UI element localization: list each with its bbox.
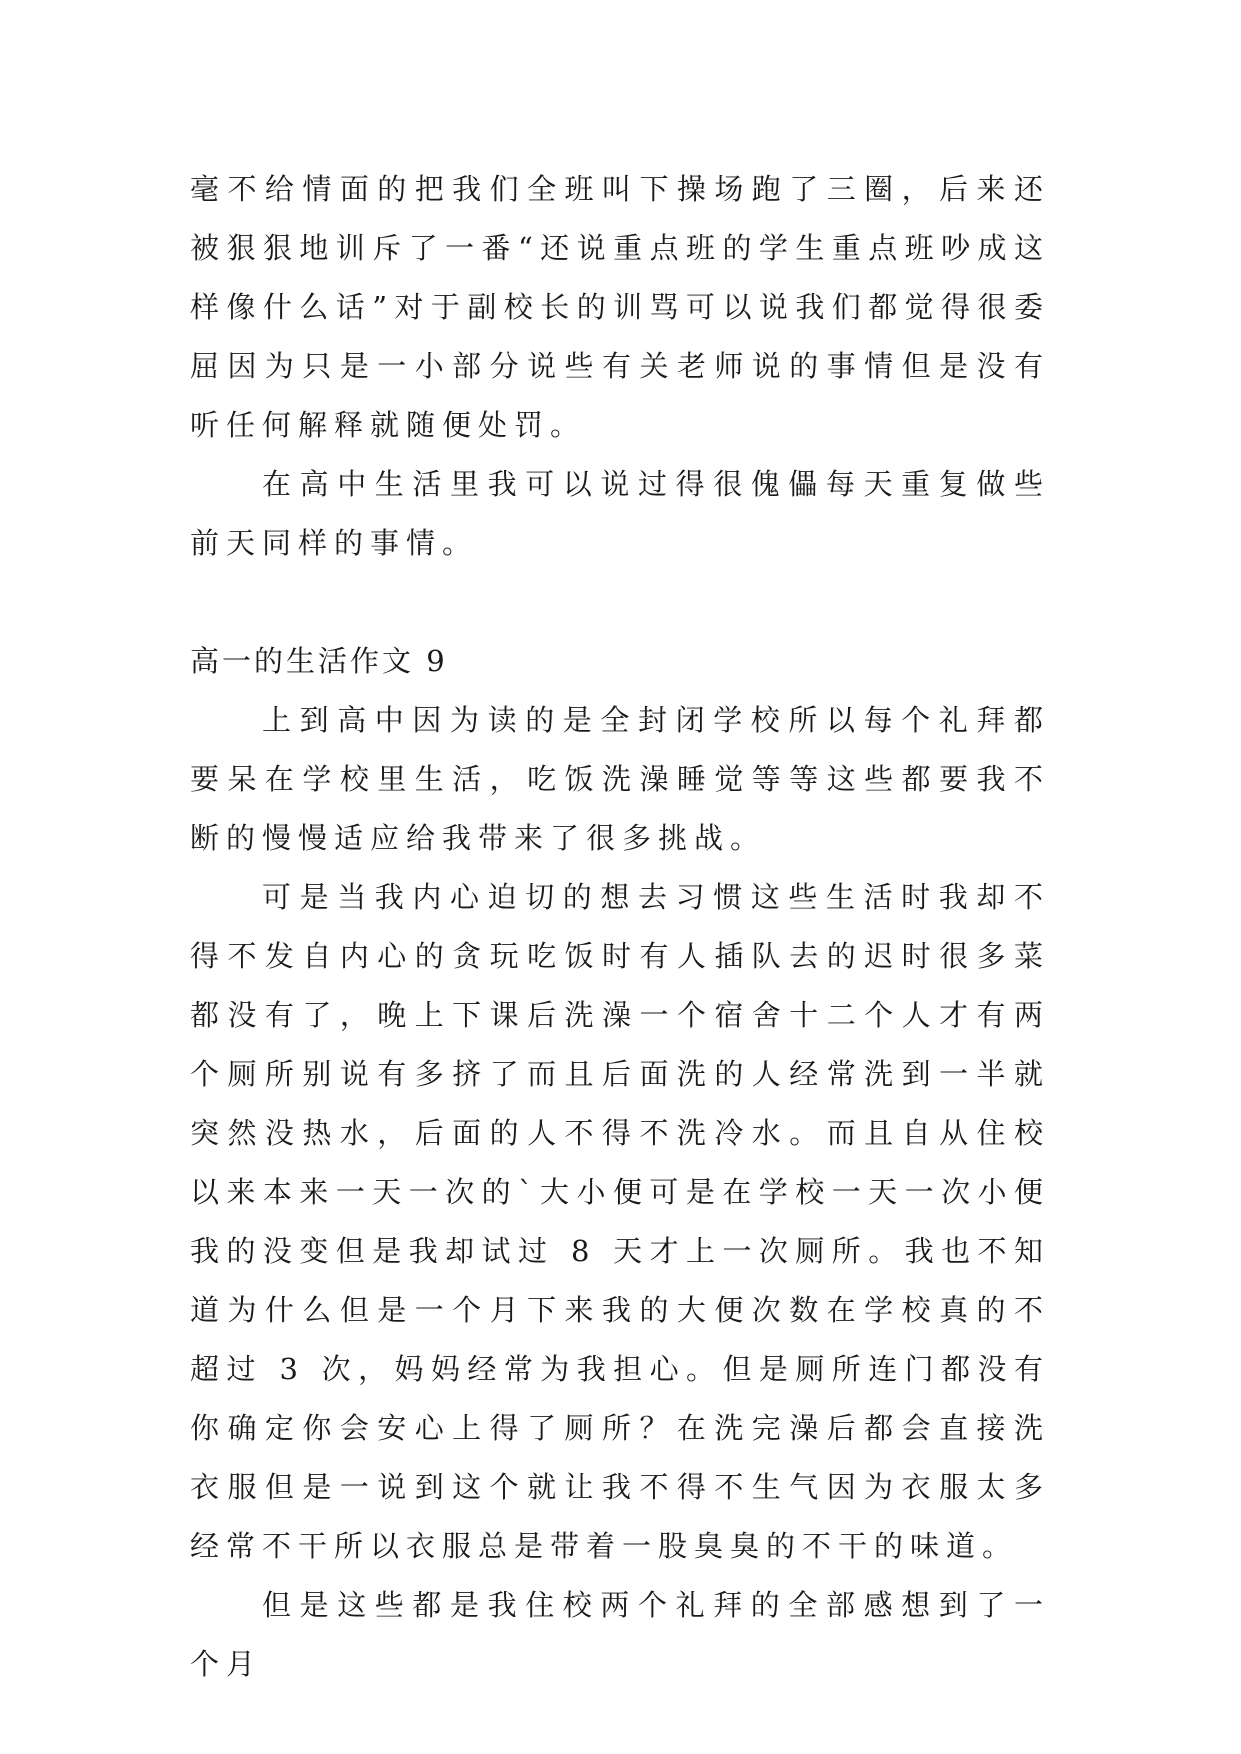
paragraph: 在高中生活里我可以说过得很傀儡每天重复做些前天同样的事情。 (190, 467, 1050, 560)
paragraph: 可是当我内心迫切的想去习惯这些生活时我却不得不发自内心的贪玩吃饭时有人插队去的迟时很多菜都没有了，晚上下课后洗澡一个宿舍十二个人才有两个厕所别说有多挤了而且后面洗的人经常洗到一半就突然没热水，后面的人不得不洗冷水。而且自从住校以来本来一天一次的`大小便可是在学校一天一次小便我的没变但是我却试过 8 天才上一次厕所。我也不知道为什么但是一个月下来我的大便次数在学校真的不超过 3 次，妈妈经常为我担心。但是厕所连门都没有你确定你会安心上得了厕所？在洗完澡后都会直接洗衣服但是一说到这个就让我不得不生气因为衣服太多经常不干所以衣服总是带着一股臭臭的不干的味道。 (190, 880, 1050, 1563)
paragraph: 上到高中因为读的是全封闭学校所以每个礼拜都要呆在学校里生活，吃饭洗澡睡觉等等这些都要我不断的慢慢适应给我带来了很多挑战。 (190, 703, 1050, 855)
paragraph-truncated: 但是这些都是我住校两个礼拜的全部感想到了一个月 (190, 1588, 1050, 1681)
paragraph-continued: 毫不给情面的把我们全班叫下操场跑了三圈，后来还被狠狠地训斥了一番“还说重点班的学生重点班吵成这样像什么话”对于副校长的训骂可以说我们都觉得很委屈因为只是一小部分说些有关老师说的事情但是没有听任何解释就随便处罚。 (190, 172, 1050, 442)
section-title: 高一的生活作文 9 (190, 644, 448, 678)
document-body (190, 160, 1050, 1694)
